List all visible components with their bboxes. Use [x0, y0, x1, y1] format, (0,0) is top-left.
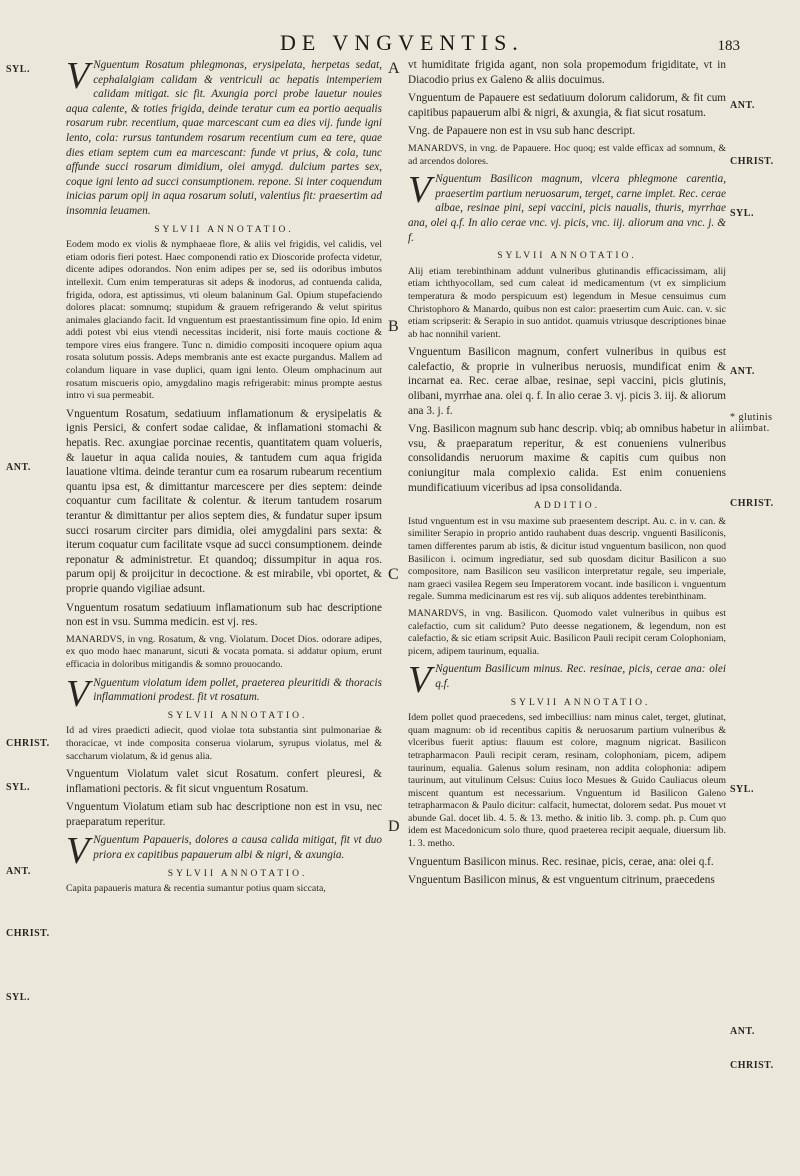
- paragraph-text: Vnguentum Basilicon minus, & est vnguentum citrinum, praecedens: [408, 874, 715, 887]
- section-letter-d: D: [388, 818, 400, 835]
- paragraph-text: Vnguentum Basilicon magnum, confert vulneribus in quibus est calefactio, & proprie in vulneribus neruosis, mundificat enim & incarnat ea. Rec. cerae albae, resinae, sepi vaccini, picis glutinis, olibani, myrrhae ana. olei q. f. In alio cerae 3. vj. picis 3. iij. & aliorum ana 3. j. f.: [408, 346, 726, 417]
- paragraph: [408, 659, 726, 702]
- margin-ant: ANT.: [6, 462, 31, 473]
- section-letter-c: C: [388, 566, 399, 583]
- annotation-heading: SYLVII ANNOTATIO.: [510, 697, 651, 708]
- margin-ant: ANT.: [730, 366, 755, 377]
- drop-cap: V: [408, 169, 432, 212]
- margin-syl: SYL.: [6, 64, 30, 75]
- margin-christ: CHRIST.: [730, 498, 774, 509]
- margin-syl: SYL.: [730, 208, 754, 219]
- margin-syl: SYL.: [730, 784, 754, 795]
- drop-cap: V: [66, 672, 90, 715]
- margin-christ: CHRIST.: [730, 156, 774, 167]
- margin-christ: CHRIST.: [730, 1060, 774, 1071]
- paragraph-text: Nguentum Papaueris, dolores a causa calida mitigat, fit vt duo priora ex capitibus papauerum albi & nigri, & axungia.: [93, 834, 382, 862]
- margin-ant: ANT.: [6, 866, 31, 877]
- annotation-text: Eodem modo ex violis & nymphaeae flore, & aliis vel frigidis, vel calidis, vel etiam odoris fieri potest. Haec componendi ratio ex Dioscoride profecta videtur, dicente adipes odorandos. Non enim adipes per se, sed iis odoribus imbutos intellexit. Cum enim temperaturas sit adeps & inodorus, ad contuenda calida, frigida, odora, est aptissimus, vti oleum balaninum Gal. Opium stupefaciendo dolores placat: somnumq; stupidum & grauem refrigerando & velut spiritus animales glaciando facit. Id vnguentum est praestantissimum fine opio. Id enim addi potest vbi eius vtendi necessitas inciderit, nisi forte mauis coctione & tempore vires eius frangere. Tunc n. dimidio compositi incoquere opium aqua rosata solutum possis. Adeps membranis ante est exacte purgandus. Mallem ad colandum liquare in vase duplici, quam igni lento. Oleum omphacinum aut rosatum miscueris opio, amygdalino magis refrigerabit: minus prompte aestus intro vi sua permeabit.: [66, 239, 382, 402]
- manardus-note: MANARDVS, in vng. Rosatum, & vng. Violatum. Docet Dios. odorare adipes, ex quo modo haec manarunt, sicuti & vocata pomata. si addatur opium, erunt efficacia in doloribus mitigandis & somno prouocando.: [66, 633, 382, 670]
- page-number: 183: [717, 38, 740, 54]
- paragraph-text: Nguentum Basilicum minus. Rec. resinae, picis, cerae ana: olei q.f.: [435, 663, 726, 690]
- margin-ant: ANT.: [730, 100, 755, 111]
- annotation-text: Id ad vires praedicti adiecit, quod violae tota substantia sint pulmonariae & thoracicae, vt inde composita conserua violarum, syrupus violatus, mel & saccharum violatum, & id genus alia.: [66, 725, 382, 762]
- paragraph-text: Vnguentum de Papauere est sedatiuum dolorum calidorum, & fit cum capitibus papauerum albi & nigri, & axungia, & fiat sicut rosatum.: [408, 92, 726, 119]
- annotation-text: Idem pollet quod praecedens, sed imbecillius: nam minus calet, terget, glutinat, quam magnum: ob id recentibus capitis & neruosarum partium vulneribus & vlceribus fuerit aptius: flauum est colore, magnum nigricat. Basilicon tetrapharmacon Pauli recipit ceram, resinam, colophoniam, picem, adipem taurinum, equalia. Galenus solum resinam, non addita colophonia: adipem taurinum, aut vitulinum Celsus: Cuius loco Mesues & Guido Cauliacus oleum miscent quantum est necessarium. Vnguentum id Basilicon Galeno tetrapharmacon & Paulo dicitur: calfacit, humectat, dolorem sedat. Pus mouet vt abunde Gal. docet lib. 4. 5. & 13. metho. & initio lib. 3. comp. ph. p. Cum quo idem est Macedonicum solo thure, quod praeterea recipit aequale, diuersum lib. 1. 3. metho.: [408, 712, 726, 850]
- section-letter-a: A: [388, 60, 400, 77]
- drop-cap: V: [66, 55, 90, 97]
- margin-syl: SYL.: [6, 782, 30, 793]
- margin-christ: CHRIST.: [6, 738, 50, 749]
- drop-cap: V: [408, 659, 432, 702]
- margin-gloss: * glutinis aliimbat.: [730, 412, 773, 434]
- paragraph-text: Vng. de Papauere non est in vsu sub hanc descript.: [408, 125, 636, 138]
- margin-christ: CHRIST.: [6, 928, 50, 939]
- running-head: DE VNGVENTIS.: [280, 30, 524, 55]
- section-letter-b: B: [388, 318, 399, 335]
- paragraph-text: Nguentum Rosatum phlegmonas, erysipelata, herpetas sedat, cephalalgiam calidam & ventriculi ac hepatis intemperiem calidam mitigat. sic fit. Axungia porci probe lauetur nouies aqua calente, & toties frigida, deinde teratur cum ea portio aequalis rosarum rubr. recentium, quae marcescant cum ea dies vij. funde igni lento, cola: rursus tantundem rosarum recentium cum ea tere, quae dies etiam septem cum ea marcescant: funde vt prius, & cola, tunc affunde succi rosarum dimidium, olei amygd. dulcium partes sex, coque igni lento ad succi consumptionem. repone. Si inter coquendum inicias parum opij in aqua rosarum soluti, valentius fit: praesertim ad insomnia leuamen.: [66, 59, 382, 217]
- annotation-text: Alij etiam terebinthinam addunt vulneribus glutinandis efficacissimam, alij etiam ichthyocollam, sed cum caleat id medicamentum (vt ex simplicium temperatura & modo perspicuum est) legendum in Mesue censuimus cum Christophoro & Manardo, quibus non est calor: praesertim cum Auic. can. v. sic etiam scripserit: & Serapio in suo antidot. quamuis vtriusque descriptiones binae ab hac nonnihil varient.: [408, 265, 726, 340]
- annotation-heading: SYLVII ANNOTATIO.: [154, 224, 294, 235]
- paragraph: [66, 55, 382, 219]
- paragraph: [66, 672, 382, 715]
- paragraph-text: Vng. Basilicon magnum sub hanc descrip. vbiq; ab omnibus habetur in vsu, & praeparatum reperitur, & est conueniens vulneribus consolidandis neruorum maxime & capitis cum quibus non coniungitur mala complexio calida. Est enim conueniens mundificatiuum viceribus ad ipsa consolidanda.: [408, 423, 726, 494]
- additio-heading: ADDITIO.: [534, 501, 600, 512]
- annotation-heading: SYLVII ANNOTATIO.: [497, 251, 637, 262]
- margin-ant: ANT.: [730, 1026, 755, 1037]
- annotation-heading: SYLVII ANNOTATIO.: [167, 868, 308, 879]
- paragraph-text: Vnguentum Violatum etiam sub hac descriptione non est in vsu, nec praeparatum reperitur.: [66, 801, 382, 828]
- manardus-note: MANARDVS, in vng. Basilicon. Quomodo valet vulneribus in quibus est calefactio, cum sit calidum? Puto deesse negationem, & legendum, non est calefactio, & sic etiam scripsit Auic. Basilicon Pauli recipit ceram Colophoniam, picem, adipem taurinum, equalia.: [408, 607, 726, 657]
- paragraph-text: vt humiditate frigida agant, non sola propemodum frigiditate, vt in Diacodio prius ex Galeno & aliis docuimus.: [408, 59, 726, 86]
- paragraph-text: Vnguentum Violatum valet sicut Rosatum. confert pleuresi, & inflamationi pectoris. & fit sicut vnguentum Rosatum.: [66, 768, 382, 795]
- annotation-text: Capita papaueris matura & recentia sumantur potius quam siccata,: [66, 883, 326, 895]
- drop-cap: V: [66, 830, 90, 873]
- paragraph-text: Vnguentum Rosatum, sedatiuum inflamationum & erysipelatis & ignis Persici, & confert sodae calidae, & inflamationi stomachi & hepatis. Rec. axungiae porcinae recentis, quantitatem quam volueris, & lauetur in aqua calida nouies, & tantudem cum aqua frigida lauatione vltima. deinde terantur cum ea rosarum rubearum recentium quantu ipsa est, & dimittantur marcescere per dies septem: deinde coquantur cum facilitate & colentur. & iterum tantudem rosarum terantur & dimittantur per alios septem dies, & fundatur super ipsum succi rosarum circiter pars dimidia, olei amygdalini pars sexta: & iterum coquatur cum facilitate vsque ad succi consumptionem. deinde reponatur & administretur. Et quandoq; dissumpitur in aqua ros. parum opij & proijcitur in decoctione. & est mirabile, vbi oportet, & proprie quando vigiliae adsunt.: [66, 407, 382, 595]
- annotation-heading: SYLVII ANNOTATIO.: [167, 710, 308, 721]
- additio-text: Istud vnguentum est in vsu maxime sub praesentem descript. Au. c. in v. can. & similiter Serapio in proprio antido rauhabent duas descrip. vnguenti Basiliconis, tamen differentes parum ab istis, & dicitur istud vnguentum basilicon, non quod Basilicon i. ocimum ingrediatur, sed sub quosdam dicitur Basilicon a suo compositore, nam Basilicon seu vasilicon interpretatur regale, seu imperiale, nam graeci vasilea Regem seu Imperatorem vocant. inde basilicon i. vnguentum regale. Summa medicinarum est res vij. sub aliquos addentes terebinthinam.: [408, 515, 726, 603]
- right-column: [408, 58, 726, 892]
- paragraph-text: Vnguentum rosatum sedatiuum inflamationum sub hac descriptione non est in vsu. Summa medicin. est vj. res.: [66, 601, 382, 629]
- margin-syl: SYL.: [6, 992, 30, 1003]
- page-header: [0, 30, 800, 56]
- paragraph-text: Nguentum Basilicon magnum, vlcera phlegmone carentia, praesertim partium neruosarum, terget, carne implet. Rec. cerae albae, resinae pini, sepi vaccini, picis naualis, thuris, myrrhae ana, olei q.f. In alio cerae vnc. vj. picis, vnc. iij. aliorum ana vnc. j. & f.: [408, 173, 726, 244]
- manardus-note: MANARDVS, in vng. de Papauere. Hoc quoq; est valde efficax ad somnum, & ad arcendos dolores.: [408, 142, 726, 167]
- paragraph-text: Nguentum violatum idem pollet, praeterea pleuritidi & thoracis inflammationi prodest. fit vt rosatum.: [93, 676, 382, 704]
- paragraph-text: Vnguentum Basilicon minus. Rec. resinae, picis, cerae, ana: olei q.f.: [408, 855, 714, 868]
- left-column: [66, 55, 382, 900]
- paragraph: [66, 830, 382, 873]
- paragraph: [408, 169, 726, 245]
